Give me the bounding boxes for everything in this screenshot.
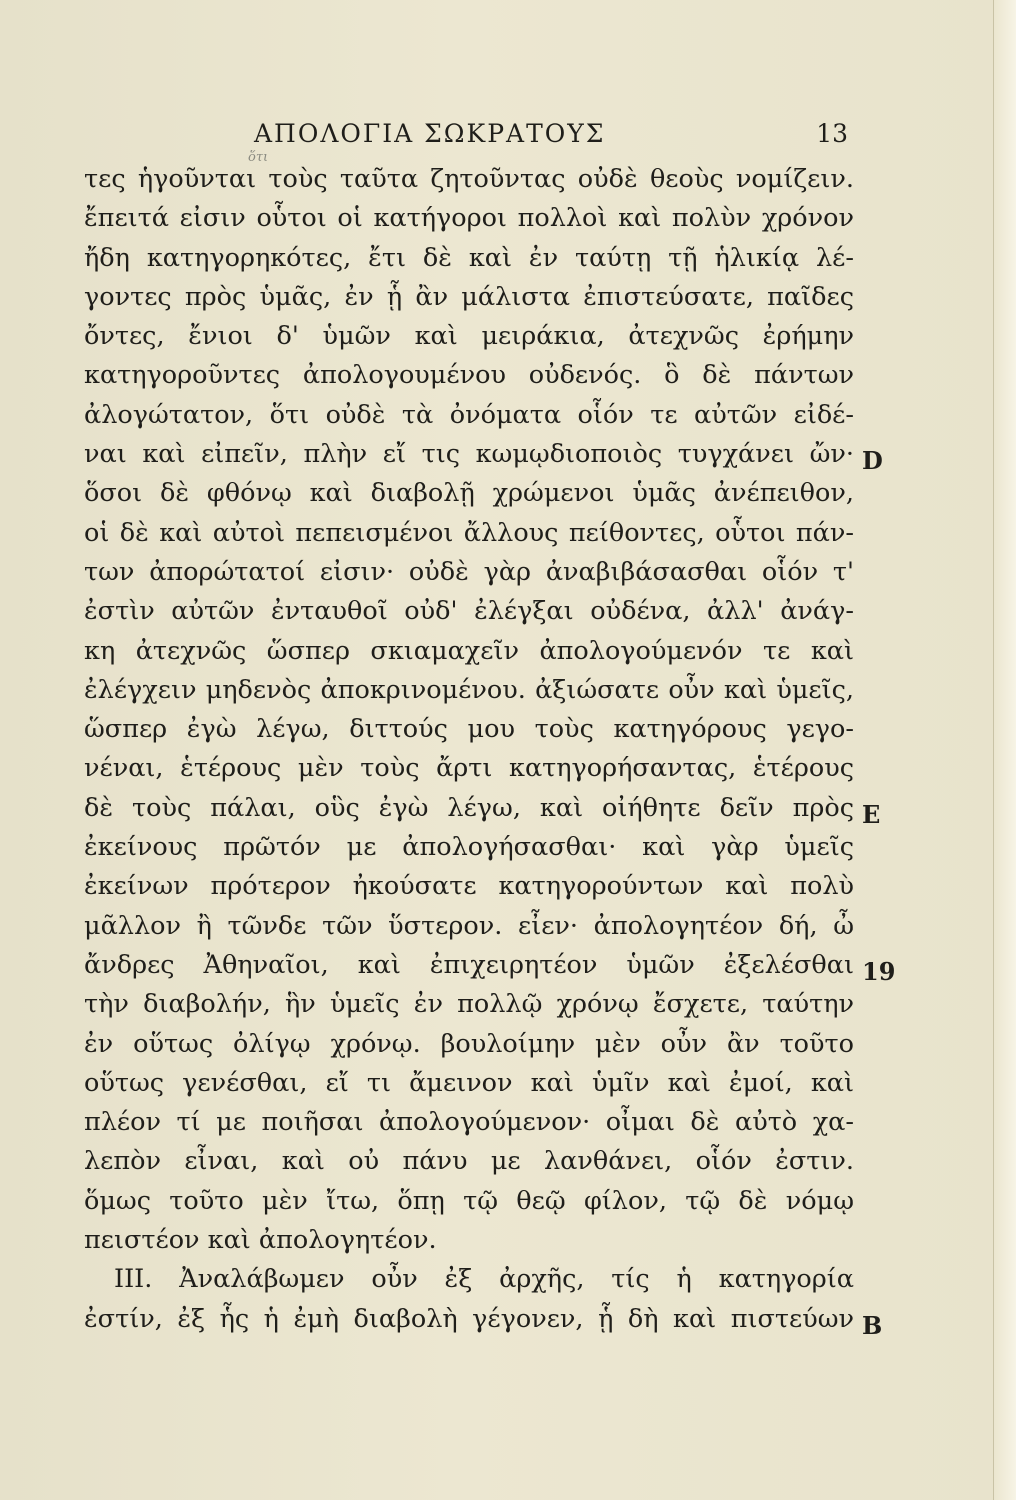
running-header (84, 114, 854, 154)
text-line: ἄνδρες Ἀθηναῖοι, καὶ ἐπιχειρητέον ὑμῶν ἐξελέσθαι (84, 949, 854, 980)
text-line: τες ἡγοῦνται τοὺς ταῦτα ζητοῦντας οὐδὲ θεοὺς νομίζειν. (84, 164, 854, 194)
text-line: ἐκείνων πρότερον ἠκούσατε κατηγορούντων καὶ πολὺ (84, 871, 854, 902)
text-line: ἐστὶν αὐτῶν ἐνταυθοῖ οὐδ' ἐλέγξαι οὐδένα, ἀλλ' ἀνάγ- (84, 596, 854, 627)
text-line: ἐλέγχειν μηδενὸς ἀποκρινομένου. ἀξιώσατε οὖν καὶ ὑμεῖς, (84, 674, 854, 705)
text-line: κη ἀτεχνῶς ὥσπερ σκιαμαχεῖν ἀπολογούμενόν τε καὶ (84, 635, 854, 666)
text-line: οἱ δὲ καὶ αὐτοὶ πεπεισμένοι ἄλλους πείθοντες, οὗτοι πάν- (84, 517, 854, 548)
page-number: 13 (816, 119, 848, 148)
margin-note-d: D (862, 446, 883, 475)
running-title: ΑΠΟΛΟΓΙΑ ΣΩΚΡΑΤΟΥΣ (254, 119, 606, 148)
text-line: ναι καὶ εἰπεῖν, πλὴν εἴ τις κωμῳδιοποιὸς τυγχάνει ὤν· (84, 439, 854, 470)
text-line: των ἀπορώτατοί εἰσιν· οὐδὲ γὰρ ἀναβιβάσασθαι οἷόν τ' (84, 556, 854, 587)
text-line: πειστέον καὶ ἀπολογητέον. (84, 1225, 437, 1256)
text-line: ἐν οὕτως ὀλίγῳ χρόνῳ. βουλοίμην μὲν οὖν ἂν τοῦτο (84, 1028, 854, 1059)
page-edge (993, 0, 1016, 1500)
text-line: κατηγοροῦντες ἀπολογουμένου οὐδενός. ὃ δὲ πάντων (84, 360, 854, 391)
text-line: πλέον τί με ποιῆσαι ἀπολογούμενον· οἶμαι δὲ αὐτὸ χα- (84, 1107, 854, 1138)
margin-note-e: E (862, 800, 881, 829)
margin-note-b: B (862, 1311, 883, 1340)
text-line: νέναι, ἑτέρους μὲν τοὺς ἄρτι κατηγορήσαντας, ἑτέρους (84, 753, 854, 784)
text-line: μᾶλλον ἢ τῶνδε τῶν ὕστερον. εἶεν· ἀπολογητέον δή, ὦ (84, 910, 854, 941)
text-line: ὄντες, ἔνιοι δ' ὑμῶν καὶ μειράκια, ἀτεχνῶς ἐρήμην (84, 321, 854, 352)
text-line: δὲ τοὺς πάλαι, οὓς ἐγὼ λέγω, καὶ οἰήθητε δεῖν πρὸς (84, 792, 854, 823)
greek-text-body (84, 160, 854, 1339)
text-line: τὴν διαβολήν, ἣν ὑμεῖς ἐν πολλῷ χρόνῳ ἔσχετε, ταύτην (84, 989, 854, 1020)
text-line: ἤδη κατηγορηκότες, ἔτι δὲ καὶ ἐν ταύτῃ τῇ ἡλικίᾳ λέ- (84, 242, 854, 273)
pencil-annotation: ὅτι (248, 150, 269, 165)
text-line: ἔπειτά εἰσιν οὗτοι οἱ κατήγοροι πολλοὶ καὶ πολὺν χρόνον (84, 203, 854, 234)
text-line: γοντες πρὸς ὑμᾶς, ἐν ᾗ ἂν μάλιστα ἐπιστεύσατε, παῖδες (84, 281, 854, 312)
text-line: ὅσοι δὲ φθόνῳ καὶ διαβολῇ χρώμενοι ὑμᾶς ἀνέπειθον, (84, 478, 854, 509)
text-line: λεπὸν εἶναι, καὶ οὐ πάνυ με λανθάνει, οἷόν ἐστιν. (84, 1146, 854, 1177)
section-heading-line: III. Ἀναλάβωμεν οὖν ἐξ ἀρχῆς, τίς ἡ κατηγορία (114, 1264, 854, 1295)
margin-note-section-19: 19 (862, 957, 896, 986)
text-line: ἀλογώτατον, ὅτι οὐδὲ τὰ ὀνόματα οἷόν τε αὐτῶν εἰδέ- (84, 399, 854, 430)
text-line: οὕτως γενέσθαι, εἴ τι ἄμεινον καὶ ὑμῖν καὶ ἐμοί, καὶ (84, 1067, 854, 1098)
text-line: ὅμως τοῦτο μὲν ἴτω, ὅπῃ τῷ θεῷ φίλον, τῷ δὲ νόμῳ (84, 1185, 854, 1216)
text-line: ἐστίν, ἐξ ἧς ἡ ἐμὴ διαβολὴ γέγονεν, ᾗ δὴ καὶ πιστεύων (84, 1303, 854, 1334)
text-line: ἐκείνους πρῶτόν με ἀπολογήσασθαι· καὶ γὰρ ὑμεῖς (84, 832, 854, 863)
text-line: ὥσπερ ἐγὼ λέγω, διττούς μου τοὺς κατηγόρους γεγο- (84, 714, 854, 745)
